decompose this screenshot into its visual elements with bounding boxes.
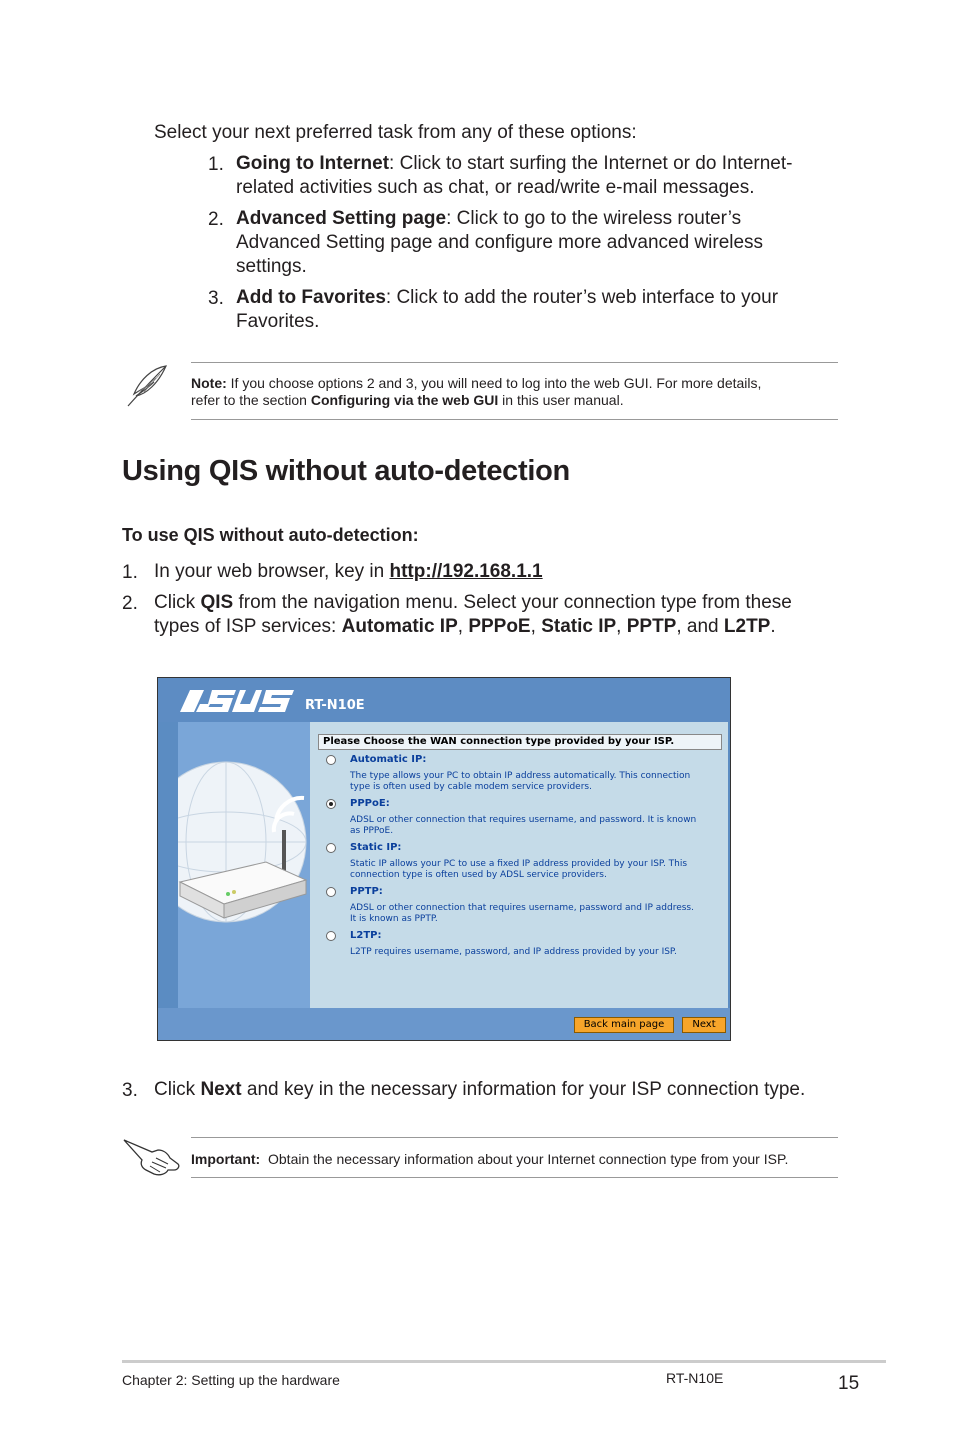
- footer-chapter: Chapter 2: Setting up the hardware: [122, 1372, 340, 1388]
- note-label: Note:: [191, 375, 227, 391]
- note-bottom-rule: [191, 419, 838, 420]
- step-2: [154, 591, 834, 639]
- step-number: 3.: [122, 1080, 138, 1101]
- step-bold: L2TP: [723, 616, 771, 637]
- important-bottom-rule: [191, 1177, 838, 1178]
- step-number: 1.: [122, 562, 138, 583]
- option-desc: : Click to start surfing the Internet or do Internet-: [389, 153, 793, 174]
- step-3: [154, 1078, 854, 1102]
- option-number: 3.: [208, 288, 224, 309]
- wan-selection-panel: [310, 722, 728, 1008]
- option-title: Advanced Setting page: [236, 208, 447, 229]
- radio-static-ip[interactable]: [326, 843, 336, 853]
- option-title: Add to Favorites: [236, 287, 386, 308]
- pointing-hand-icon: [122, 1134, 184, 1178]
- option-desc-line: settings.: [236, 256, 307, 277]
- option-desc-line: Advanced Setting page and configure more advanced wireless: [236, 232, 764, 253]
- note-top-rule: [191, 362, 838, 363]
- note-line: in this user manual.: [498, 392, 624, 408]
- step-text: types of ISP services:: [154, 616, 342, 637]
- important-label: Important:: [191, 1151, 261, 1167]
- footer-rule: [122, 1360, 886, 1363]
- option-desc: : Click to add the router’s web interface to your: [385, 287, 779, 308]
- feather-pen-icon: [122, 362, 172, 412]
- option-going-to-internet: [236, 152, 836, 200]
- screenshot-header: [158, 678, 730, 722]
- option-description: ADSL or other connection that requires username, password and IP address. It is known as PPTP.: [350, 903, 694, 924]
- option-label: PPTP:: [350, 886, 383, 897]
- radio-pptp[interactable]: [326, 887, 336, 897]
- back-main-page-button[interactable]: Back main page: [574, 1017, 674, 1033]
- next-button[interactable]: Next: [682, 1017, 726, 1033]
- section-heading: Using QIS without auto-detection: [122, 455, 570, 487]
- globe-router-icon: [178, 722, 310, 1008]
- intro-text: Select your next preferred task from any of these options:: [154, 122, 637, 143]
- option-label: PPPoE:: [350, 798, 390, 809]
- router-ui-screenshot: [157, 677, 731, 1041]
- step-number: 2.: [122, 593, 138, 614]
- step-bold: QIS: [200, 592, 234, 613]
- asus-logo-icon: [178, 688, 298, 714]
- radio-l2tp[interactable]: [326, 931, 336, 941]
- radio-pppoe[interactable]: [326, 799, 336, 809]
- note-text: [191, 375, 851, 409]
- page-number: 15: [838, 1373, 860, 1394]
- step-text: ,: [530, 616, 542, 637]
- important-body: Obtain the necessary information about your Internet connection type from your ISP.: [260, 1151, 789, 1167]
- step-text: In your web browser, key in: [154, 561, 390, 582]
- step-text: ,: [457, 616, 469, 637]
- note-line: If you choose options 2 and 3, you will need to log into the web GUI. For more details,: [226, 375, 762, 391]
- step-bold: PPTP: [626, 616, 677, 637]
- option-description: The type allows your PC to obtain IP address automatically. This connection type is often used by cable modem service providers.: [350, 771, 691, 792]
- step-text: and key in the necessary information for your ISP connection type.: [241, 1079, 806, 1100]
- step-text: ,: [616, 616, 627, 637]
- step-text: , and: [676, 616, 724, 637]
- option-desc: : Click to go to the wireless router’s: [446, 208, 742, 229]
- step-1: [154, 560, 543, 584]
- subheading: To use QIS without auto-detection:: [122, 525, 419, 545]
- step-text: from the navigation menu. Select your connection type from these: [233, 592, 792, 613]
- screenshot-left-margin: [158, 722, 178, 1008]
- step-text: Click: [154, 592, 201, 613]
- option-description: L2TP requires username, password, and IP address provided by your ISP.: [350, 947, 677, 957]
- router-url-link[interactable]: http://192.168.1.1: [389, 561, 543, 582]
- note-line: refer to the section: [191, 392, 311, 408]
- step-text: Click: [154, 1079, 201, 1100]
- option-advanced-setting: [236, 207, 836, 279]
- panel-title: Please Choose the WAN connection type provided by your ISP.: [318, 734, 722, 750]
- step-bold: PPPoE: [468, 616, 531, 637]
- option-label: L2TP:: [350, 930, 382, 941]
- step-text: .: [770, 616, 776, 637]
- option-title: Going to Internet: [236, 153, 390, 174]
- router-illustration: [178, 722, 310, 1008]
- note-bold-ref: Configuring via the web GUI: [310, 392, 499, 408]
- radio-automatic-ip[interactable]: [326, 755, 336, 765]
- step-bold: Automatic IP: [341, 616, 458, 637]
- option-desc-line: related activities such as chat, or read/write e-mail messages.: [236, 177, 755, 198]
- router-model-label: RT-N10E: [305, 698, 365, 713]
- option-label: Automatic IP:: [350, 754, 427, 765]
- option-number: 1.: [208, 154, 224, 175]
- option-description: Static IP allows your PC to use a fixed IP address provided by your ISP. This connection type is often used by ADSL service providers.: [350, 859, 688, 880]
- important-top-rule: [191, 1137, 838, 1138]
- screenshot-footer: [158, 1008, 730, 1040]
- option-number: 2.: [208, 209, 224, 230]
- important-text: [191, 1151, 788, 1168]
- step-bold: Static IP: [541, 616, 617, 637]
- step-bold: Next: [200, 1079, 242, 1100]
- option-add-to-favorites: [236, 286, 836, 334]
- footer-model: RT-N10E: [666, 1370, 724, 1386]
- option-description: ADSL or other connection that requires username, and password. It is known as PPPoE.: [350, 815, 697, 836]
- option-label: Static IP:: [350, 842, 402, 853]
- option-desc-line: Favorites.: [236, 311, 320, 332]
